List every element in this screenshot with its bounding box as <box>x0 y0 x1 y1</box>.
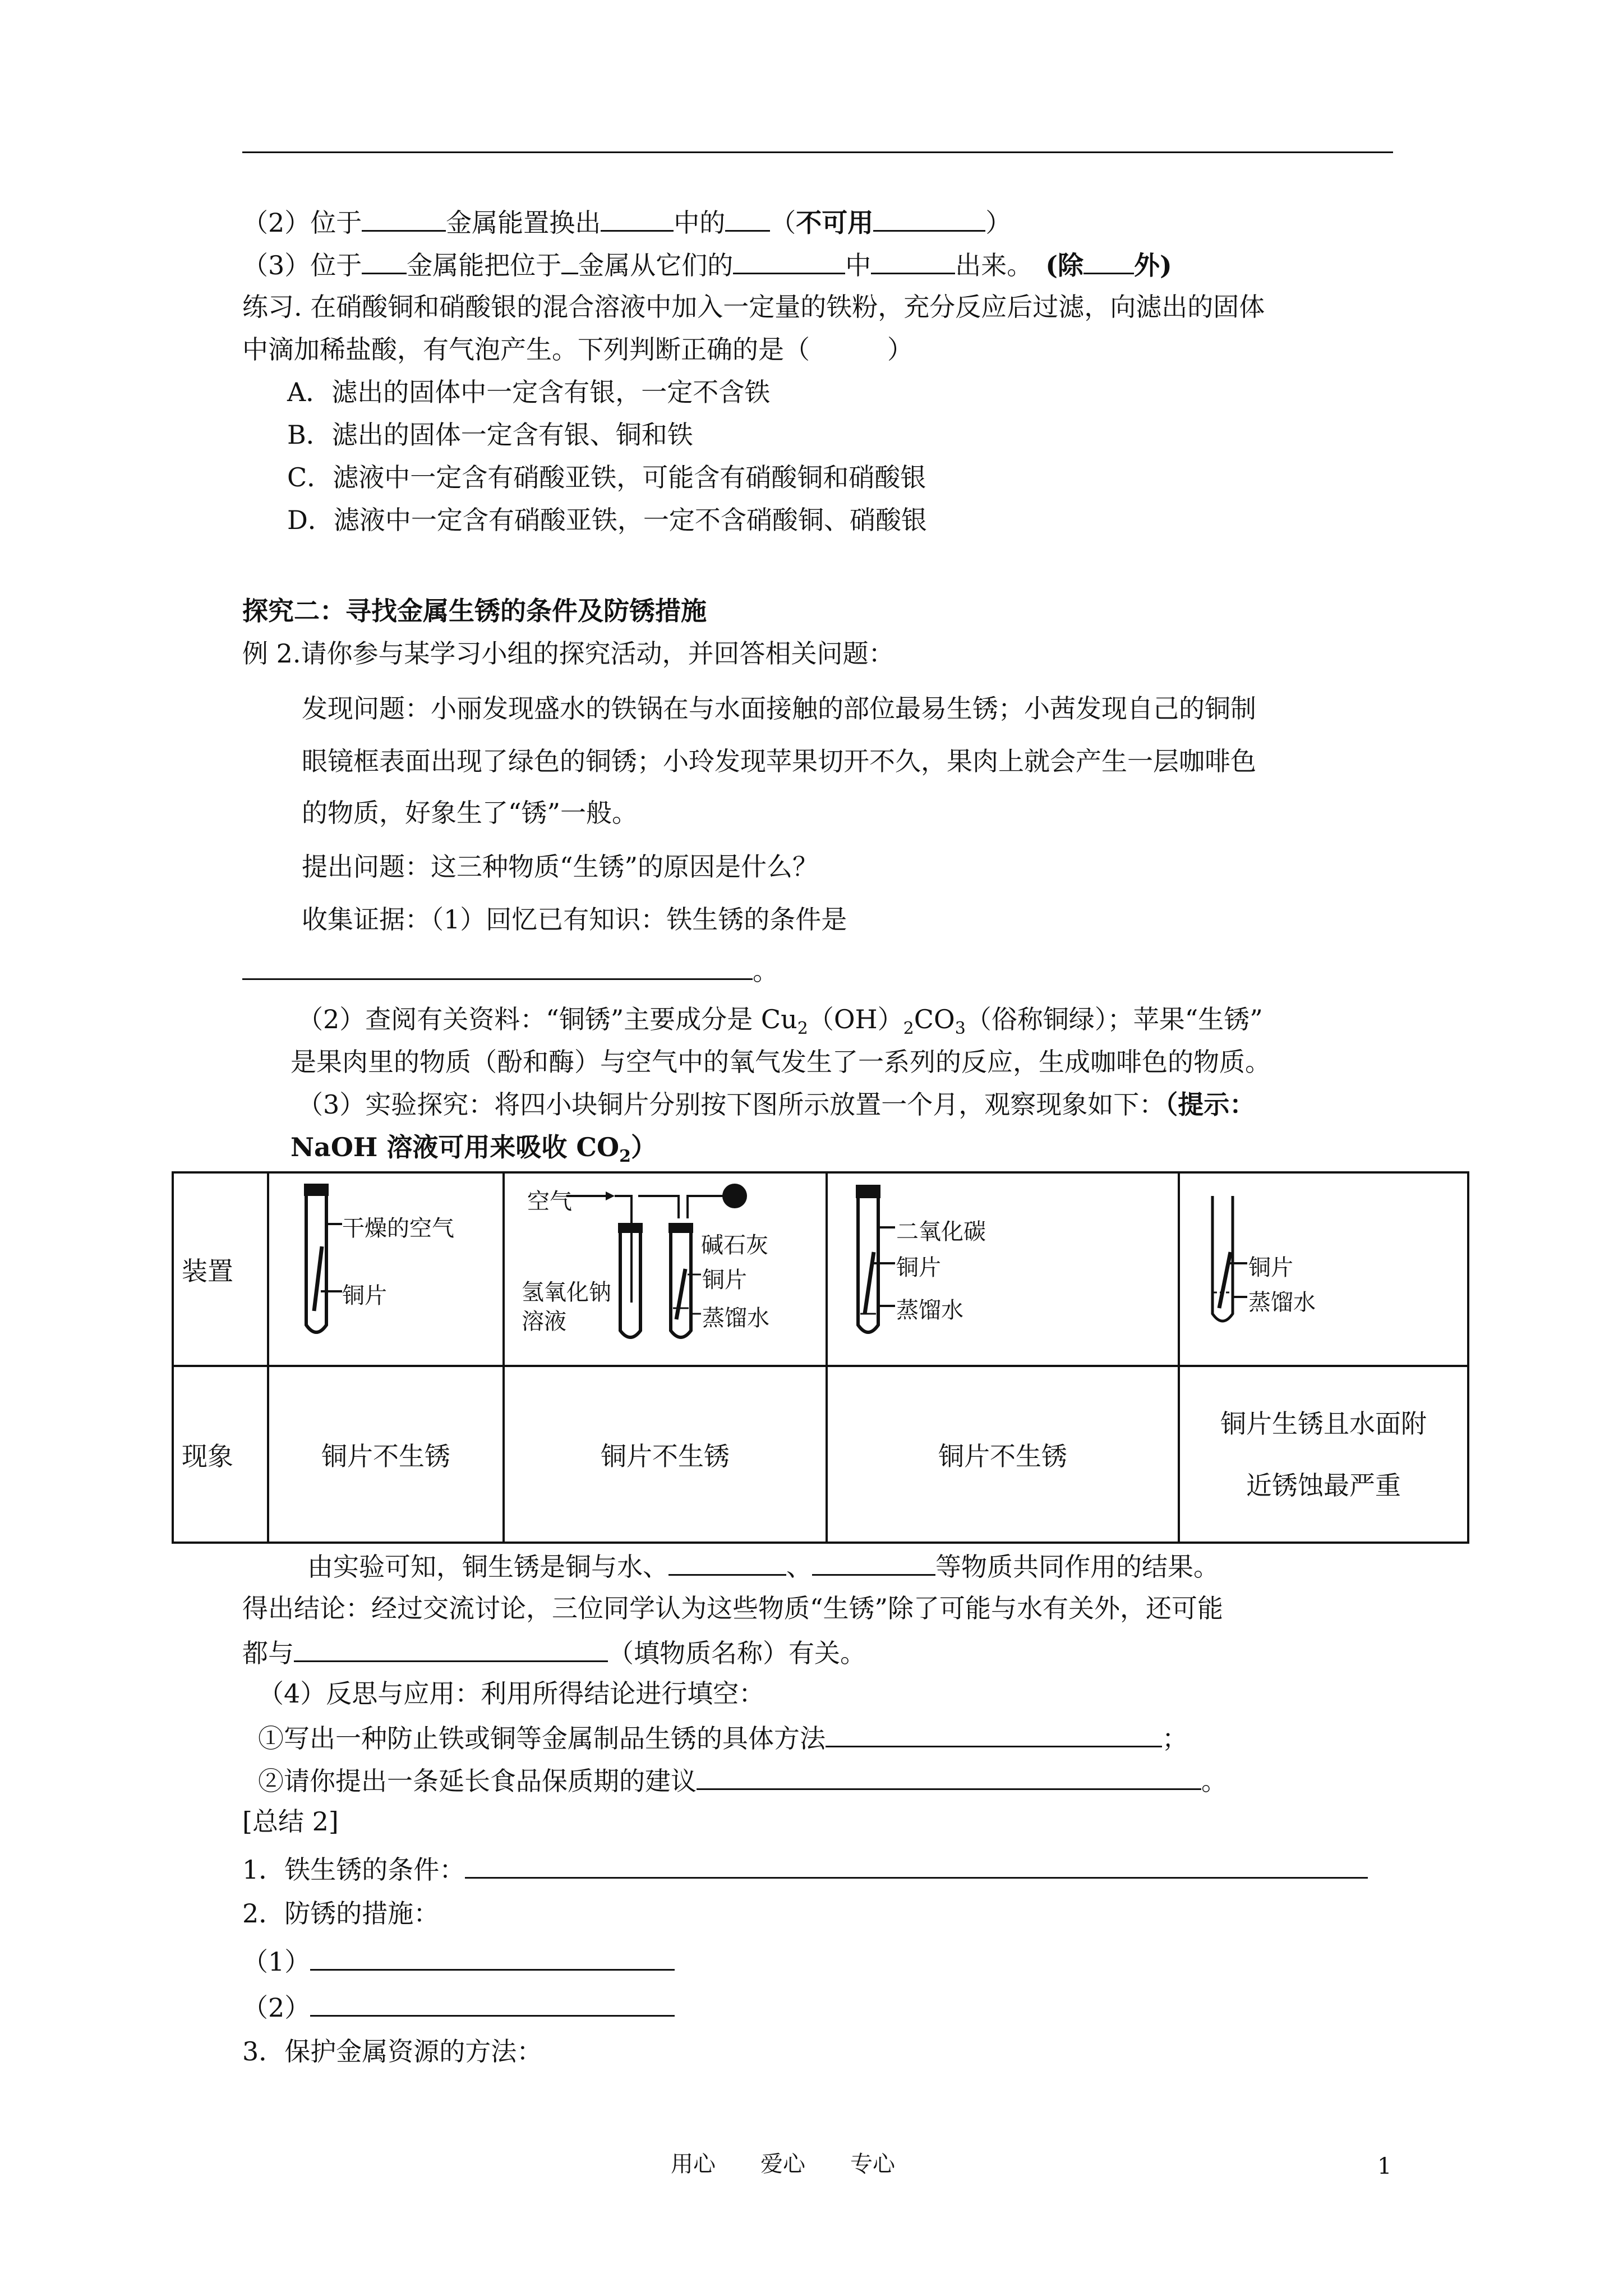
subscript: 2 <box>903 1019 914 1038</box>
subscript: 3 <box>955 1019 966 1038</box>
label-water: 蒸馏水 <box>896 1297 963 1323</box>
text: 都与 <box>242 1638 294 1668</box>
phenomenon-4-line-2: 近锈蚀最严重 <box>1246 1470 1401 1501</box>
option-c[interactable]: C．滤液中一定含有硝酸亚铁，可能含有硝酸铜和硝酸银 <box>287 462 926 493</box>
blank[interactable] <box>871 250 955 274</box>
text: ②请你提出一条延长食品保质期的建议 <box>258 1766 697 1796</box>
label-soda-lime: 碱石灰 <box>701 1232 768 1258</box>
blank[interactable] <box>362 250 407 274</box>
conclusion-line-2 <box>242 1638 866 1666</box>
label-water: 蒸馏水 <box>1248 1290 1316 1315</box>
after-line-1 <box>307 1552 1219 1580</box>
label-copper: 铜片 <box>342 1283 387 1309</box>
summary-2-2 <box>242 1993 675 2021</box>
blank[interactable] <box>826 1723 1162 1747</box>
experiment-line-2 <box>291 1132 657 1166</box>
reflect-1 <box>258 1723 1188 1754</box>
label-naoh: 氢氧化钠 <box>522 1280 611 1305</box>
apparatus-row <box>173 1172 1468 1366</box>
text: 出来。 <box>955 250 1020 280</box>
text: ； <box>1162 1723 1188 1754</box>
label-copper: 铜片 <box>702 1267 747 1293</box>
find-line-2: 眼镜框表面出现了绿色的铜锈；小玲发现苹果切开不久，果肉上就会产生一层咖啡色 <box>302 746 1256 776</box>
apparatus-4 <box>1179 1172 1468 1366</box>
reflect-line: （4）反思与应用：利用所得结论进行填空： <box>258 1678 765 1709</box>
open-test-tube-water-icon <box>1180 1174 1465 1363</box>
text: (除 <box>1045 250 1084 280</box>
text: ） <box>985 208 1012 238</box>
phenomenon-1: 铜片不生锈 <box>268 1366 504 1543</box>
rule-line-3 <box>242 250 1172 278</box>
text: 。 <box>1201 1766 1227 1796</box>
blank[interactable] <box>601 208 674 232</box>
label-water: 蒸馏水 <box>702 1305 769 1331</box>
text: ①写出一种防止铁或铜等金属制品生锈的具体方法 <box>258 1723 826 1754</box>
text: （2） <box>242 1993 311 2023</box>
text: CO <box>914 1004 955 1034</box>
option-a[interactable]: A．滤出的固体中一定含有银，一定不含铁 <box>287 377 771 407</box>
blank[interactable] <box>294 1638 608 1662</box>
summary-2-1 <box>242 1947 675 1975</box>
subscript: 2 <box>619 1147 631 1166</box>
text: （ <box>770 208 796 238</box>
blank[interactable] <box>733 250 845 274</box>
text: 。 <box>753 956 778 986</box>
row-header-phenomenon: 现象 <box>173 1366 268 1543</box>
text: ） <box>630 1132 657 1162</box>
text: （3）位于 <box>242 250 362 280</box>
blank[interactable] <box>697 1766 1201 1790</box>
phenomenon-row <box>173 1366 1468 1543</box>
conclusion-line-1: 得出结论：经过交流讨论，三位同学认为这些物质“生锈”除了可能与水有关外，还可能 <box>242 1593 1224 1623</box>
text: （OH） <box>808 1004 903 1034</box>
row-header-apparatus: 装置 <box>173 1172 268 1366</box>
text: 金属从它们的 <box>578 250 734 280</box>
blank[interactable] <box>561 250 578 274</box>
collect-line: 收集证据：（1）回忆已有知识：铁生锈的条件是 <box>302 904 847 935</box>
text: 1．铁生锈的条件： <box>242 1855 465 1885</box>
text: 、 <box>786 1552 812 1582</box>
apparatus-3 <box>827 1172 1179 1366</box>
text: 不可用 <box>796 208 874 238</box>
summary-title: [总结 2] <box>242 1806 339 1837</box>
find-line-1: 发现问题：小丽发现盛水的铁锅在与水面接触的部位最易生锈；小茜发现自己的铜制 <box>302 693 1256 724</box>
blank[interactable] <box>310 1993 675 2017</box>
option-d[interactable]: D．滤液中一定含有硝酸亚铁，一定不含硝酸铜、硝酸银 <box>287 505 927 535</box>
exercise-line-2: 中滴加稀盐酸，有气泡产生。下列判断正确的是（ ） <box>242 334 913 365</box>
blank[interactable] <box>873 208 985 232</box>
phenomenon-4 <box>1179 1366 1468 1543</box>
text: （3）实验探究：将四小块铜片分别按下图所示放置一个月，观察现象如下： <box>297 1089 1165 1120</box>
text: 金属能把位于 <box>407 250 562 280</box>
subscript: 2 <box>797 1019 808 1038</box>
label-solution: 溶液 <box>522 1309 566 1335</box>
text: （1） <box>242 1947 311 1977</box>
text: （填物质名称）有关。 <box>608 1638 866 1668</box>
label-dry-air: 干燥的空气 <box>342 1216 454 1241</box>
apparatus-2 <box>504 1172 827 1366</box>
text: 等物质共同作用的结果。 <box>935 1552 1219 1582</box>
apparatus-1 <box>268 1172 504 1366</box>
text: 中的 <box>674 208 726 238</box>
phenomenon-3: 铜片不生锈 <box>827 1366 1179 1543</box>
label-air: 空气 <box>527 1189 572 1214</box>
blank[interactable] <box>310 1947 675 1971</box>
blank[interactable] <box>465 1855 1368 1879</box>
test-tube-dry-air-icon <box>269 1174 500 1363</box>
reflect-2 <box>258 1766 1227 1794</box>
text: （提示： <box>1165 1089 1256 1120</box>
blank[interactable] <box>1083 250 1134 274</box>
find-line-3: 的物质，好象生了“锈”一般。 <box>302 798 638 828</box>
ask-line: 提出问题：这三种物质“生锈”的原因是什么？ <box>302 852 819 882</box>
blank[interactable] <box>812 1552 935 1576</box>
test-tube-co2-icon <box>828 1174 1175 1363</box>
text: 中 <box>845 250 872 280</box>
footer-text: 用心 爱心 专心 <box>671 2151 895 2177</box>
exercise-line-1: 练习. 在硝酸铜和硝酸银的混合溶液中加入一定量的铁粉，充分反应后过滤，向滤出的固体 <box>242 292 1265 322</box>
page-number: 1 <box>1377 2154 1392 2179</box>
label-copper: 铜片 <box>1248 1255 1293 1281</box>
phenomenon-2: 铜片不生锈 <box>504 1366 827 1543</box>
summary-2: 2．防锈的措施： <box>242 1898 440 1929</box>
blank[interactable] <box>242 956 753 980</box>
blank[interactable] <box>725 208 770 232</box>
text: （2）查阅有关资料：“铜锈”主要成分是 Cu <box>297 1004 797 1034</box>
collect-answer <box>242 956 778 984</box>
section-2-title: 探究二：寻找金属生锈的条件及防锈措施 <box>242 596 707 626</box>
experiment-line-1 <box>297 1089 1256 1120</box>
experiment-table <box>172 1171 1469 1544</box>
phenomenon-4-line-1: 铜片生锈且水面附 <box>1220 1408 1427 1439</box>
label-copper: 铜片 <box>896 1255 941 1281</box>
example-2: 例 2.请你参与某学习小组的探究活动，并回答相关问题： <box>242 638 895 669</box>
label-co2: 二氧化碳 <box>896 1219 986 1245</box>
text: 外) <box>1134 250 1172 280</box>
text: 由实验可知，铜生锈是铜与水、 <box>307 1552 668 1582</box>
text: 金属能置换出 <box>446 208 601 238</box>
blank[interactable] <box>362 208 446 232</box>
text: （俗称铜绿）；苹果“生锈” <box>965 1004 1263 1034</box>
summary-1 <box>242 1855 1368 1883</box>
text: （2）位于 <box>242 208 362 238</box>
rule-line-2 <box>242 208 1011 236</box>
summary-3: 3．保护金属资源的方法： <box>242 2036 543 2067</box>
reference-line-2: 是果肉里的物质（酚和酶）与空气中的氧气发生了一系列的反应，生成咖啡色的物质。 <box>291 1047 1271 1077</box>
text: NaOH 溶液可用来吸收 CO <box>291 1132 620 1162</box>
header-rule <box>242 151 1393 153</box>
option-b[interactable]: B．滤出的固体一定含有银、铜和铁 <box>287 420 693 450</box>
reference-line-1 <box>297 1004 1263 1038</box>
blank[interactable] <box>668 1552 786 1576</box>
